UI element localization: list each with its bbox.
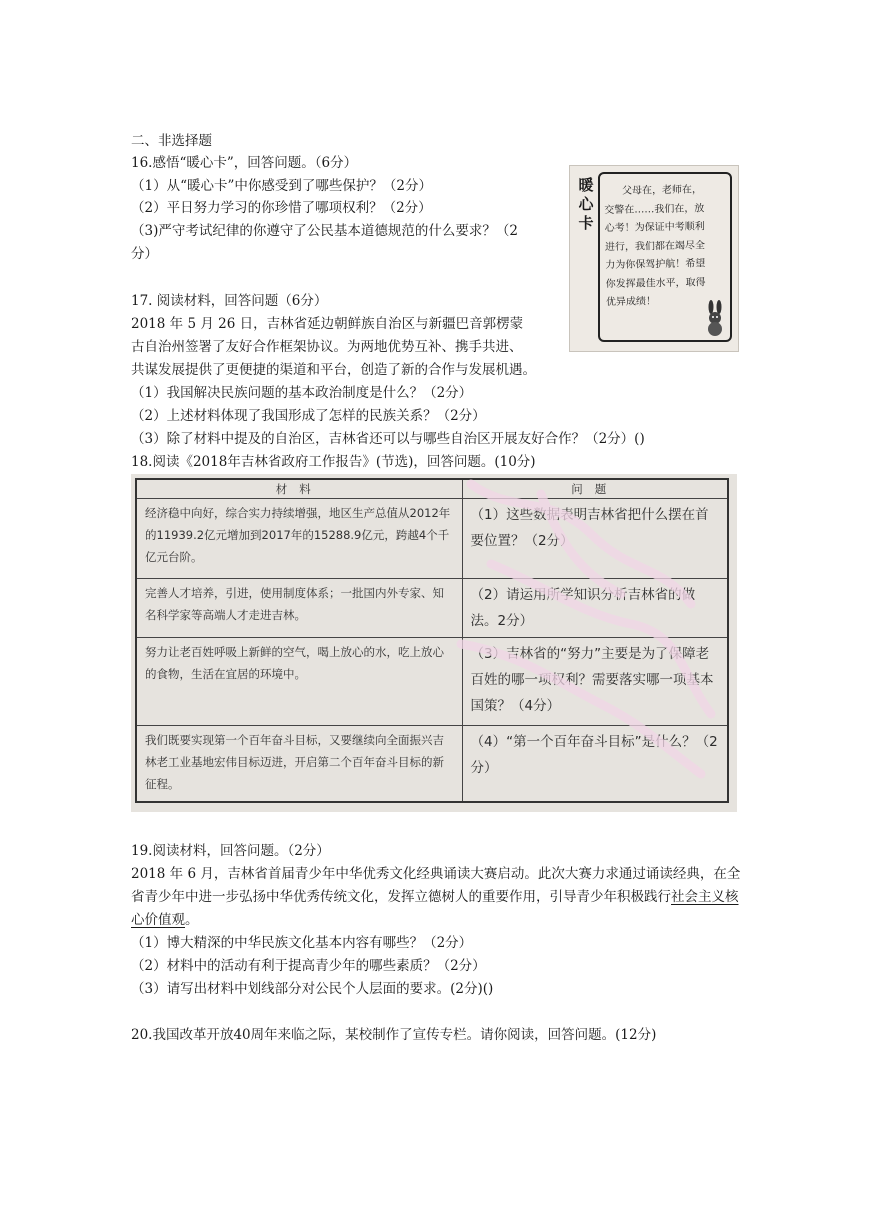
table-cell-material: 努力让老百姓呼吸上新鲜的空气，喝上放心的水，吃上放心的食物，生活在宜居的环境中。 (136, 638, 462, 726)
table-row (136, 499, 728, 579)
table-cell-question: （1）这些数据表明吉林省把什么摆在首要位置？（2分） (462, 499, 728, 579)
q19-material: 2018 年 6 月，吉林省首届青少年中华优秀文化经典诵读大赛启动。此次大赛力求通过诵读经典，在全省青少年中进一步弘扬中华优秀传统文化，发挥立德树人的重要作用，引导青少年积极践行社会主义核心价值观。 (131, 866, 741, 928)
q19-item-1: （1）博大精深的中华民族文化基本内容有哪些？（2分） (131, 935, 473, 951)
q17-item-3: （3）除了材料中提及的自治区，吉林省还可以与哪些自治区开展友好合作？（2分）() (131, 431, 645, 447)
bunny-icon (704, 300, 726, 336)
q17-material-line-1: 2018 年 5 月 26 日，吉林省延边朝鲜族自治区与新疆巴音郭楞蒙 (131, 316, 524, 332)
table-cell-question: （2）请运用所学知识分析吉林省的做法。2分） (462, 579, 728, 638)
q16-item-2: （2）平日努力学习的你珍惜了哪项权利？（2分） (131, 200, 432, 216)
q17-item-2: （2）上述材料体现了我国形成了怎样的民族关系？（2分） (131, 408, 486, 424)
q18-title: 18.阅读《2018年吉林省政府工作报告》(节选)，回答问题。(10分) (131, 454, 536, 470)
q17-item-1: （1）我国解决民族问题的基本政治制度是什么？（2分） (131, 385, 473, 401)
q19-item-3: （3）请写出材料中划线部分对公民个人层面的要求。(2分)() (131, 981, 494, 997)
q17-material-line-2: 古自治州签署了友好合作框架协议。为两地优势互补、携手共进、 (131, 339, 523, 355)
table-header-question: 问题 (462, 479, 728, 499)
q19-title: 19.阅读材料，回答问题。（2分） (131, 843, 330, 859)
table-cell-material: 经济稳中向好，综合实力持续增强，地区生产总值从2012年的11939.2亿元增加到2017年的15288.9亿元，跨越4个千亿元台阶。 (136, 499, 462, 579)
section-heading: 二、非选择题 (131, 133, 212, 149)
q18-table-photo (131, 474, 737, 812)
warm-card-text: 父母在，老师在， 交警在……我们在，放 心考！为保证中考顺利 进行，我们都在竭尽全 力为你保驾护航！希望 你发挥最佳水平，取得 优异成绩！ (604, 184, 706, 309)
q19-item-2: （2）材料中的活动有利于提高青少年的哪些素质？（2分） (131, 958, 486, 974)
table-cell-question: （3）吉林省的“努力”主要是为了保障老百姓的哪一项权利？需要落实哪一项基本国策？（4分） (462, 638, 728, 726)
q16-item-3: （3)严守考试纪律的你遵守了公民基本道德规范的什么要求？（2 (131, 223, 518, 239)
warm-card-frame (598, 172, 732, 342)
q18-table (135, 478, 729, 803)
q16-title: 16.感悟“暖心卡”，回答问题。（6分） (131, 155, 358, 171)
q20-title: 20.我国改革开放40周年来临之际，某校制作了宣传专栏。请你阅读，回答问题。(12分) (131, 1027, 657, 1043)
q16-item-1: （1）从“暖心卡”中你感受到了哪些保护？（2分） (131, 178, 432, 194)
table-cell-question: （4）“第一个百年奋斗目标”是什么？（2分） (462, 726, 728, 802)
table-cell-material: 完善人才培养，引进，使用制度体系；一批国内外专家、知名科学家等高端人才走进吉林。 (136, 579, 462, 638)
table-cell-material: 我们既要实现第一个百年奋斗目标，又要继续向全面振兴吉林老工业基地宏伟目标迈进，开启第二个百年奋斗目标的新征程。 (136, 726, 462, 802)
table-row (136, 638, 728, 726)
warm-card-title: 暖 心 卡 (578, 176, 594, 232)
q17-material-line-3: 共谋发展提供了更便捷的渠道和平台，创造了新的合作与发展机遇。 (131, 362, 536, 378)
table-row (136, 726, 728, 802)
table-row (136, 579, 728, 638)
q19-underlined-phrase: 社会主义核心价值观 (131, 889, 739, 928)
table-header-material: 材料 (136, 479, 462, 499)
q17-title: 17. 阅读材料，回答问题（6分） (131, 293, 328, 309)
warm-card-image (569, 165, 739, 352)
q16-item-3-cont: 分） (131, 246, 158, 262)
